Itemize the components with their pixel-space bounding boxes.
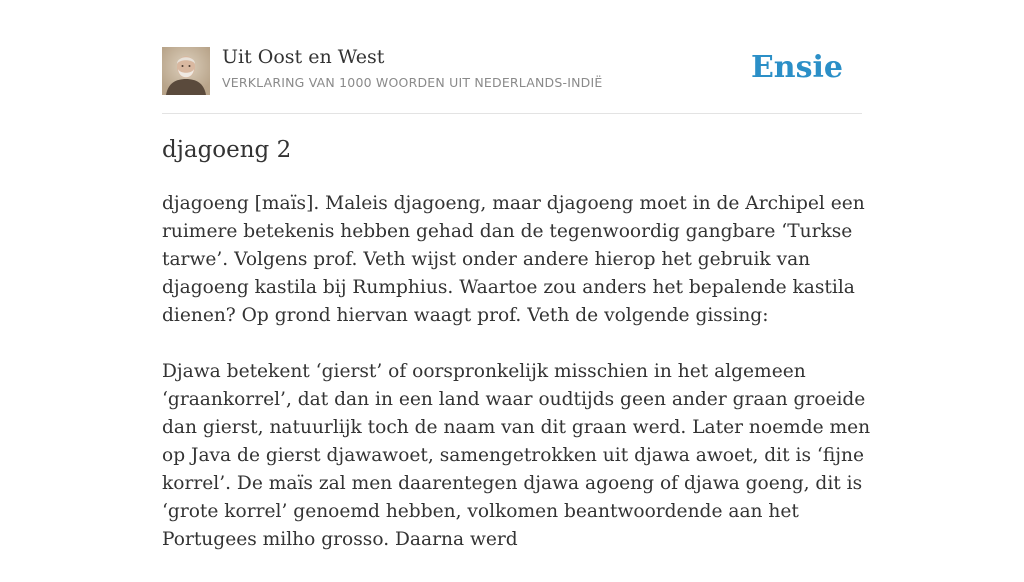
- author-avatar[interactable]: [162, 47, 210, 95]
- ensie-logo[interactable]: Ensie: [750, 50, 843, 85]
- source-header: [162, 46, 862, 114]
- source-subtitle: VERKLARING VAN 1000 WOORDEN UIT NEDERLANDS-INDIË: [222, 75, 603, 90]
- portrait-icon: [162, 47, 210, 95]
- entry-body: [162, 190, 874, 582]
- entry-title: djagoeng 2: [162, 137, 292, 163]
- entry-paragraph: djagoeng [maïs]. Maleis djagoeng, maar djagoeng moet in de Archipel een ruimere betekenis hebben gehad dan de tegenwoordig gangbare ‘Turkse tarwe’. Volgens prof. Veth wijst onder andere hierop het gebruik van djagoeng kastila bij Rumphius. Waartoe zou anders het bepalende kastila dienen? Op grond hiervan waagt prof. Veth de volgende gissing:: [162, 193, 865, 326]
- source-title[interactable]: Uit Oost en West: [222, 46, 385, 68]
- entry-paragraph: Djawa betekent ‘gierst’ of oorspronkelijk misschien in het algemeen ‘graankorrel’, dat dan in een land waar oudtijds geen ander graan groeide dan gierst, natuurlijk toch de naam van dit graan werd. Later noemde men op Java de gierst djawawoet, samengetrokken uit djawa awoet, dit is ‘fijne korrel’. De maïs zal men daarentegen djawa agoeng of djawa goeng, dit is ‘grote korrel’ genoemd hebben, volkomen beantwoordende aan het Portugees milho grosso. Daarna werd: [162, 361, 871, 550]
